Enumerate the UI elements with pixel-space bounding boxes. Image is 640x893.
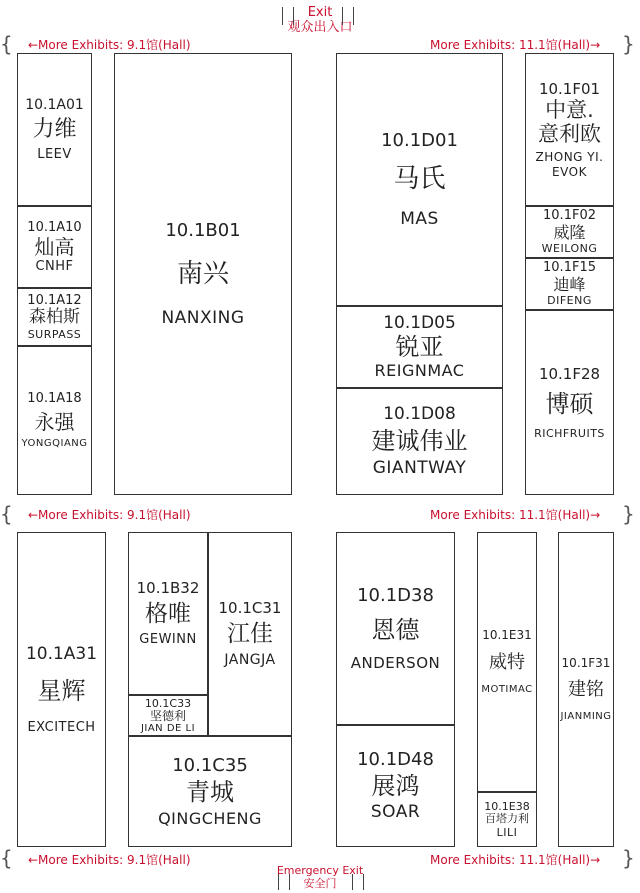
- booth-name-cn: 青城: [186, 777, 234, 806]
- booth-name-en: QINGCHENG: [158, 808, 262, 828]
- booth-name-cn: 迪峰: [553, 275, 586, 294]
- top-exit-label: [255, 6, 385, 36]
- edge-bracket-right-mid: }: [622, 502, 635, 526]
- booth-10-1a01[interactable]: [17, 53, 92, 206]
- booth-10-1e31[interactable]: [477, 532, 537, 792]
- booth-name-en: YONGQIANG: [21, 437, 88, 449]
- bottom-exit-en: Emergency Exit: [276, 864, 364, 877]
- booth-code: 10.1D48: [357, 749, 434, 771]
- booth-code: 10.1B32: [136, 579, 200, 598]
- top-exit-en: Exit: [307, 5, 333, 20]
- booth-name-cn: 格唯: [145, 601, 191, 628]
- booth-10-1d05[interactable]: [336, 306, 503, 388]
- booth-code: 10.1C33: [144, 696, 192, 710]
- booth-10-1a18[interactable]: [17, 346, 92, 495]
- booth-code: 10.1F15: [543, 260, 596, 276]
- booth-name-cn: 建铭: [568, 679, 604, 701]
- booth-name-cn: 威特: [489, 651, 525, 673]
- booth-name-en: SOAR: [370, 802, 421, 823]
- booth-code: 10.1F02: [543, 208, 596, 224]
- booth-code: 10.1D38: [357, 584, 434, 606]
- booth-name-en: RICHFRUITS: [534, 426, 605, 440]
- booth-code: 10.1C31: [218, 599, 282, 618]
- booth-10-1c33[interactable]: [128, 695, 208, 736]
- booth-name-cn-line1: 中意.: [545, 97, 594, 122]
- booth-name-cn: 星辉: [37, 677, 86, 706]
- booth-code: 10.1E31: [482, 628, 532, 643]
- booth-code: 10.1B01: [165, 220, 241, 242]
- edge-bracket-right-top: }: [622, 32, 635, 56]
- booth-name-en-line1: ZHONG YI.: [535, 150, 604, 165]
- booth-name-en: JIAN DE LI: [140, 722, 196, 734]
- nav-right-hall-11-1: More Exhibits: 11.1馆(Hall)→: [430, 853, 601, 867]
- booth-code: 10.1D08: [383, 404, 456, 425]
- edge-bracket-left-top: {: [0, 32, 13, 56]
- booth-name-cn: 南兴: [176, 258, 229, 289]
- nav-left-hall-9-1: ←More Exhibits: 9.1馆(Hall): [28, 853, 191, 867]
- booth-10-1f28[interactable]: [525, 310, 614, 495]
- booth-10-1c35[interactable]: [128, 736, 292, 847]
- top-exit-cn: 观众出入口: [287, 20, 353, 35]
- nav-right-hall-11-1: More Exhibits: 11.1馆(Hall)→: [430, 508, 601, 522]
- booth-name-en: WEILONG: [541, 242, 598, 256]
- booth-name-cn: 森柏斯: [29, 307, 80, 328]
- booth-name-en: SURPASS: [27, 327, 82, 341]
- nav-left-hall-9-1: ←More Exhibits: 9.1馆(Hall): [28, 508, 191, 522]
- booth-name-en: EXCITECH: [27, 719, 96, 735]
- booth-10-1d48[interactable]: [336, 725, 455, 847]
- booth-name-en: LILI: [496, 825, 518, 839]
- booth-code: 10.1F31: [561, 655, 611, 670]
- booth-name-en: MAS: [400, 209, 439, 230]
- booth-name-cn: 江佳: [227, 621, 273, 648]
- booth-name-en: MOTIMAC: [481, 683, 533, 695]
- booth-code: 10.1D05: [383, 313, 456, 334]
- booth-code: 10.1D01: [381, 129, 458, 151]
- booth-code: 10.1C35: [172, 755, 248, 777]
- booth-name-en: NANXING: [161, 307, 245, 328]
- booth-name-en-line2: EVOK: [552, 164, 587, 179]
- top-exit-door-right: [342, 7, 354, 25]
- bottom-exit-door-left: [278, 874, 290, 890]
- booth-name-cn: 马氏: [393, 164, 446, 195]
- booth-name-cn: 锐亚: [395, 332, 444, 361]
- booth-name-cn: 展鸿: [371, 771, 420, 800]
- booth-name-en: JANGJA: [224, 651, 276, 668]
- booth-10-1b32[interactable]: [128, 532, 208, 695]
- booth-10-1d01[interactable]: [336, 53, 503, 306]
- edge-bracket-left-mid: {: [0, 502, 13, 526]
- booth-10-1c31[interactable]: [208, 532, 292, 736]
- booth-10-1f01[interactable]: [525, 53, 614, 206]
- booth-code: 10.1A10: [27, 219, 82, 235]
- booth-10-1a10[interactable]: [17, 206, 92, 288]
- nav-left-hall-9-1: ←More Exhibits: 9.1馆(Hall): [28, 38, 191, 52]
- bottom-exit-label: [240, 864, 400, 890]
- booth-code: 10.1E38: [484, 799, 530, 813]
- booth-name-en: REIGNMAC: [374, 361, 465, 381]
- bottom-exit-door-right: [352, 874, 364, 890]
- booth-10-1d08[interactable]: [336, 388, 503, 495]
- top-exit-door-left: [282, 7, 294, 25]
- booth-name-en: ANDERSON: [350, 654, 441, 673]
- booth-name-en: LEEV: [37, 146, 72, 162]
- booth-10-1f15[interactable]: [525, 258, 614, 310]
- booth-code: 10.1F01: [538, 79, 601, 98]
- bottom-exit-cn: 安全门: [303, 877, 337, 890]
- booth-code: 10.1A31: [25, 643, 98, 664]
- booth-name-cn: 建诚伟业: [371, 426, 468, 455]
- booth-code: 10.1A01: [25, 96, 84, 113]
- booth-name-en: CNHF: [35, 258, 74, 274]
- booth-10-1d38[interactable]: [336, 532, 455, 725]
- booth-10-1a31[interactable]: [17, 532, 106, 847]
- booth-name-cn: 永强: [34, 409, 75, 434]
- booth-name-cn-line2: 意利欧: [538, 122, 601, 147]
- booth-name-cn: 博硕: [545, 390, 594, 419]
- booth-code: 10.1A12: [27, 292, 82, 308]
- nav-right-hall-11-1: More Exhibits: 11.1馆(Hall)→: [430, 38, 601, 52]
- booth-code: 10.1F28: [538, 365, 601, 384]
- booth-name-cn: 灿高: [34, 234, 75, 259]
- booth-name-cn: 恩德: [371, 615, 420, 644]
- booth-10-1b01[interactable]: [114, 53, 292, 495]
- booth-name-cn: 坚德利: [149, 708, 186, 723]
- edge-bracket-right-bottom: }: [622, 846, 635, 870]
- booth-code: 10.1A18: [27, 391, 82, 407]
- booth-10-1e38[interactable]: [477, 792, 537, 847]
- booth-name-en: GIANTWAY: [372, 458, 467, 479]
- booth-name-cn: 威隆: [553, 223, 586, 242]
- booth-10-1a12[interactable]: [17, 288, 92, 346]
- booth-name-cn: 力维: [32, 117, 77, 143]
- booth-name-en: DIFENG: [547, 294, 592, 308]
- edge-bracket-left-bottom: {: [0, 846, 13, 870]
- booth-10-1f31[interactable]: [558, 532, 614, 847]
- booth-name-cn: 百塔力利: [485, 812, 529, 826]
- booth-name-en: GEWINN: [139, 631, 197, 647]
- booth-10-1f02[interactable]: [525, 206, 614, 258]
- booth-name-en: JIANMING: [560, 711, 612, 723]
